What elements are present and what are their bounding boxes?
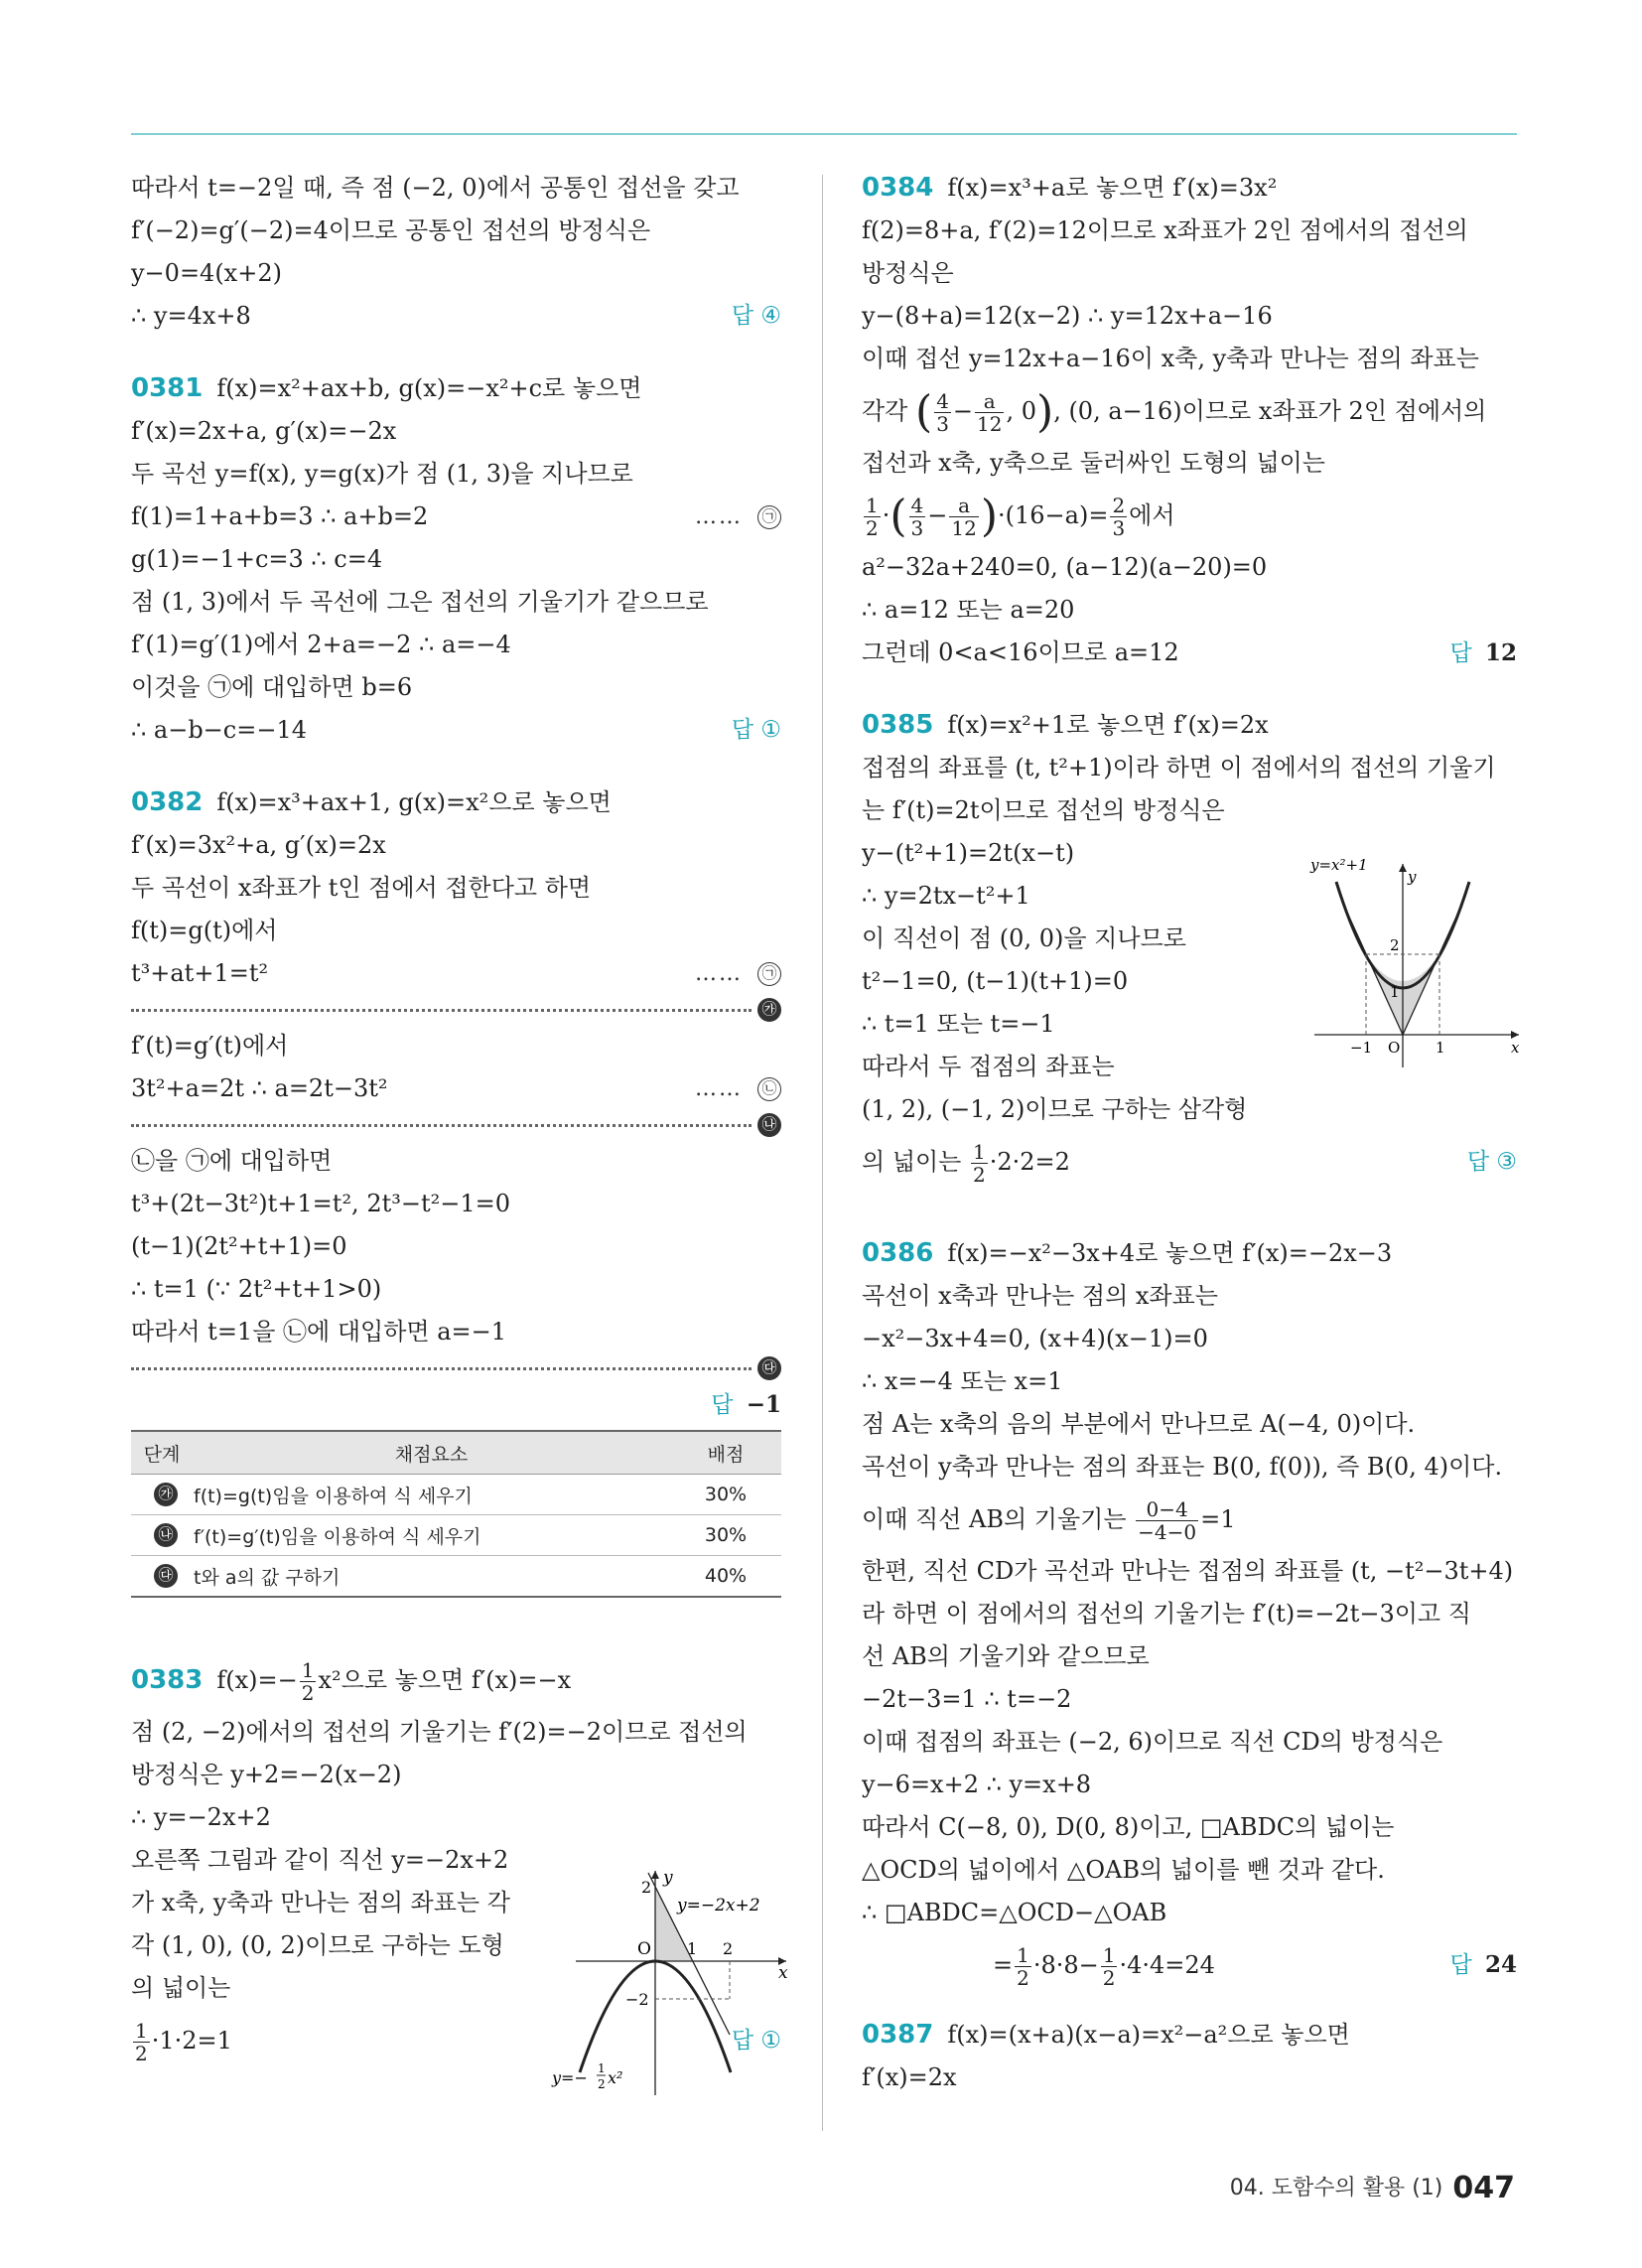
text-line: ∴ x=−4 또는 x=1: [862, 1367, 1063, 1395]
text-line: (t−1)(2t²+t+1)=0: [131, 1232, 347, 1260]
svg-text:y=−: y=−: [552, 2068, 588, 2087]
text-line: 방정식은: [862, 259, 954, 287]
text-line: ∴ a−b−c=−14 답 ①: [131, 709, 781, 752]
svg-text:−1: −1: [1350, 1039, 1373, 1057]
answer: 답 ①: [731, 2028, 781, 2054]
text-line: 따라서 t=1을 ㉡에 대입하면 a=−1: [131, 1318, 506, 1346]
text-line: −2t−3=1 ∴ t=−2: [862, 1685, 1072, 1713]
answer: 답 12: [1449, 639, 1517, 666]
text-line: ∴ t=1 또는 t=−1: [862, 1010, 1055, 1038]
table-row: ㉮ f(t)=g(t)임을 이용하여 식 세우기 30%: [131, 1475, 781, 1515]
table-row: ㉰ t와 a의 값 구하기 40%: [131, 1556, 781, 1598]
text-line: 3t²+a=2t ∴ a=2t−3t² …… ㉡: [131, 1067, 781, 1110]
text-line: 각 (1, 0), (0, 2)이므로 구하는 도형: [131, 1931, 504, 1959]
text-line: 의 넓이는: [131, 1974, 231, 2002]
svg-text:y=x²+1: y=x²+1: [1310, 856, 1368, 874]
text-line: $\frac{1}{2}$ ·( $\frac{4}{3}$ − $\frac{a}{12}$ )·(16−a)= $\frac{2}{3}$ 에서: [866, 491, 1175, 542]
text-line: 오른쪽 그림과 같이 직선 y=−2x+2: [131, 1846, 509, 1874]
svg-text:y=−2x+2: y=−2x+2: [677, 1896, 760, 1915]
step-rule: ㉯: [131, 1110, 781, 1140]
text-line: 각각 ( $\frac{4}{3}$ − $\frac{a}{12}$ , 0), (0, a−16)이므로 x좌표가 2인 점에서의: [862, 386, 1487, 438]
figure-0385: [1308, 854, 1527, 1072]
problem-number: 0385: [862, 710, 934, 740]
text-line: 점 (1, 3)에서 두 곡선에 그은 접선의 기울기가 같으므로: [131, 588, 709, 616]
text-line: t³+at+1=t² …… ㉠: [131, 952, 781, 995]
text-line: −x²−3x+4=0, (x+4)(x−1)=0: [862, 1325, 1208, 1352]
header-rule: [131, 133, 1517, 135]
right-column: [862, 167, 1517, 2099]
answer: 답 ④: [731, 303, 781, 329]
text-line: ∴ t=1 (∵ 2t²+t+1>0): [131, 1275, 382, 1303]
step-rule: ㉮: [131, 995, 781, 1025]
text-line: 곡선이 y축과 만나는 점의 좌표는 B(0, f(0)), 즉 B(0, 4)이다.: [862, 1453, 1503, 1481]
svg-text:1: 1: [1390, 983, 1400, 1001]
text-line: [131, 1383, 781, 1426]
table-header: 배점: [670, 1431, 781, 1475]
answer: 답 ③: [1466, 1149, 1517, 1175]
problem-0385-head: 0385 f(x)=x²+1로 놓으면 f′(x)=2x: [862, 710, 1269, 740]
table-header: 채점요소: [193, 1431, 670, 1475]
page-footer: [1230, 2171, 1515, 2205]
text-line: f′(1)=g′(1)에서 2+a=−2 ∴ a=−4: [131, 631, 511, 658]
text-line: 는 f′(t)=2t이므로 접선의 방정식은: [862, 796, 1225, 824]
problem-0387-head: 0387 f(x)=(x+a)(x−a)=x²−a²으로 놓으면: [862, 2020, 1350, 2050]
svg-text:O: O: [637, 1939, 651, 1959]
svg-text:y: y: [663, 1868, 673, 1888]
scoring-table: [131, 1430, 781, 1598]
text-line: y−(8+a)=12(x−2) ∴ y=12x+a−16: [862, 302, 1273, 330]
problem-number: 0383: [131, 1665, 204, 1695]
text-line: f(2)=8+a, f′(2)=12이므로 x좌표가 2인 점에서의 접선의: [862, 216, 1468, 244]
text-line: 점 (2, −2)에서의 접선의 기울기는 f′(2)=−2이므로 접선의: [131, 1718, 748, 1746]
svg-text:x: x: [778, 1963, 788, 1983]
text-line: 이때 접선 y=12x+a−16이 x축, y축과 만나는 점의 좌표는: [862, 345, 1479, 372]
text-line: 의 넓이는 $\frac{1}{2}$ ·2·2=2 답 ③: [862, 1131, 1517, 1193]
svg-text:−2: −2: [625, 1990, 649, 2009]
svg-text:y: y: [1408, 868, 1417, 886]
text-line: 이때 접점의 좌표는 (−2, 6)이므로 직선 CD의 방정식은: [862, 1728, 1443, 1756]
text-line: f′(t)=g′(t)에서: [131, 1032, 289, 1060]
text-line: △OCD의 넓이에서 △OAB의 넓이를 뺀 것과 같다.: [862, 1856, 1385, 1884]
text-line: f(t)=g(t)에서: [131, 917, 278, 944]
text-line: ∴ □ABDC=△OCD−△OAB: [862, 1899, 1167, 1926]
text-line: g(1)=−1+c=3 ∴ c=4: [131, 545, 383, 573]
table-row: ㉯ f′(t)=g′(t)임을 이용하여 식 세우기 30%: [131, 1515, 781, 1556]
table-header: 단계: [131, 1431, 193, 1475]
text-line: y−0=4(x+2): [131, 259, 282, 287]
text-line: y−(t²+1)=2t(x−t): [862, 839, 1075, 867]
text-line: 이것을 ㉠에 대입하면 b=6: [131, 673, 413, 701]
text-line: f′(x)=2x+a, g′(x)=−2x: [131, 417, 397, 445]
svg-text:x²: x²: [608, 2068, 623, 2087]
svg-text:1: 1: [1436, 1039, 1445, 1057]
problem-number: 0381: [131, 373, 204, 403]
text-line: 라 하면 이 점에서의 접선의 기울기는 f′(t)=−2t−3이고 직: [862, 1600, 1471, 1628]
text-line: 선 AB의 기울기와 같으므로: [862, 1642, 1150, 1670]
text-line: 접선과 x축, y축으로 둘러싸인 도형의 넓이는: [862, 449, 1325, 477]
answer: 답 −1: [711, 1391, 781, 1418]
text-line: f′(−2)=g′(−2)=4이므로 공통인 접선의 방정식은: [131, 216, 651, 244]
equation-mark: …… ㉠: [695, 496, 781, 538]
text-line: (1, 2), (−1, 2)이므로 구하는 삼각형: [862, 1095, 1248, 1123]
problem-0386-head: 0386 f(x)=−x²−3x+4로 놓으면 f′(x)=−2x−3: [862, 1238, 1393, 1268]
problem-0382-head: 0382 f(x)=x³+ax+1, g(x)=x²으로 놓으면: [131, 787, 612, 817]
svg-text:2: 2: [723, 1939, 734, 1958]
problem-0383-head: 0383 f(x)=− $\frac{1}{2}$ x²으로 놓으면 f′(x)=−x: [131, 1658, 572, 1705]
text-line: y−6=x+2 ∴ y=x+8: [862, 1771, 1092, 1798]
text-line: t³+(2t−3t²)t+1=t², 2t³−t²−1=0: [131, 1190, 510, 1217]
text-line: ∴ y=2tx−t²+1: [862, 882, 1030, 910]
text-line: a²−32a+240=0, (a−12)(a−20)=0: [862, 553, 1268, 581]
text-line: f′(x)=2x: [862, 2063, 957, 2091]
answer: 답 24: [1449, 1951, 1517, 1978]
equation-mark: …… ㉠: [695, 952, 781, 995]
text-line: ∴ y=4x+8 답 ④: [131, 295, 781, 338]
problem-number: 0387: [862, 2020, 934, 2050]
problem-0384-head: 0384 f(x)=x³+a로 놓으면 f′(x)=3x²: [862, 173, 1278, 203]
problem-number: 0386: [862, 1238, 934, 1268]
svg-text:2: 2: [1390, 936, 1400, 954]
text-line: 곡선이 x축과 만나는 점의 x좌표는: [862, 1282, 1218, 1310]
svg-text:2: 2: [598, 2077, 606, 2091]
text-line: ∴ a=12 또는 a=20: [862, 596, 1075, 624]
svg-text:O: O: [1388, 1039, 1401, 1057]
column-divider: [822, 175, 823, 2131]
text-line: 두 곡선 y=f(x), y=g(x)가 점 (1, 3)을 지나므로: [131, 460, 633, 488]
text-line: ∴ y=−2x+2: [131, 1803, 271, 1831]
text-line: 접점의 좌표를 (t, t²+1)이라 하면 이 점에서의 접선의 기울기: [862, 754, 1496, 781]
text-line: f′(x)=3x²+a, g′(x)=2x: [131, 831, 386, 859]
step-rule: ㉰: [131, 1353, 781, 1383]
answer: 답 ①: [731, 717, 781, 743]
text-line: 이때 직선 AB의 기울기는 $\frac{0-4}{-4-0}$ =1: [862, 1497, 1236, 1544]
text-line: 방정식은 y+2=−2(x−2): [131, 1761, 402, 1788]
svg-text:1: 1: [687, 1939, 698, 1958]
page-number: 047: [1452, 2171, 1515, 2205]
text-line: t²−1=0, (t−1)(t+1)=0: [862, 967, 1129, 995]
figure-0383: [552, 1867, 794, 2105]
problem-number: 0384: [862, 173, 934, 203]
text-line: 두 곡선이 x좌표가 t인 점에서 접한다고 하면: [131, 874, 592, 902]
text-line: = $\frac{1}{2}$ ·8·8− $\frac{1}{2}$ ·4·4=24 답 24: [862, 1934, 1517, 1996]
text-line: 이 직선이 점 (0, 0)을 지나므로: [862, 924, 1186, 952]
svg-text:2: 2: [641, 1878, 652, 1897]
svg-text:1: 1: [598, 2061, 606, 2075]
text-line: 한편, 직선 CD가 곡선과 만나는 접점의 좌표를 (t, −t²−3t+4): [862, 1557, 1514, 1585]
equation-mark: …… ㉡: [695, 1067, 781, 1110]
left-column: [131, 167, 781, 2071]
problem-0381-head: 0381 f(x)=x²+ax+b, g(x)=−x²+c로 놓으면: [131, 373, 642, 403]
text-line: 그런데 0<a<16이므로 a=12 답 12: [862, 632, 1517, 674]
text-line: f(1)=1+a+b=3 ∴ a+b=2 …… ㉠: [131, 496, 781, 538]
problem-number: 0382: [131, 787, 204, 817]
chapter-title: 04. 도함수의 활용 (1): [1229, 2176, 1443, 2200]
text-line: 따라서 t=−2일 때, 즉 점 (−2, 0)에서 공통인 접선을 갖고: [131, 174, 740, 202]
svg-text:x: x: [1511, 1039, 1520, 1057]
text-line: $\frac{1}{2}$ ·1·2=1 답 ①: [131, 2010, 781, 2071]
text-line: 점 A는 x축의 음의 부분에서 만나므로 A(−4, 0)이다.: [862, 1410, 1416, 1438]
text-line: ㉡을 ㉠에 대입하면: [131, 1147, 333, 1175]
text-line: 따라서 C(−8, 0), D(0, 8)이고, □ABDC의 넓이는: [862, 1813, 1395, 1841]
text-line: 가 x축, y축과 만나는 점의 좌표는 각: [131, 1889, 510, 1916]
text-line: 따라서 두 접점의 좌표는: [862, 1053, 1115, 1080]
